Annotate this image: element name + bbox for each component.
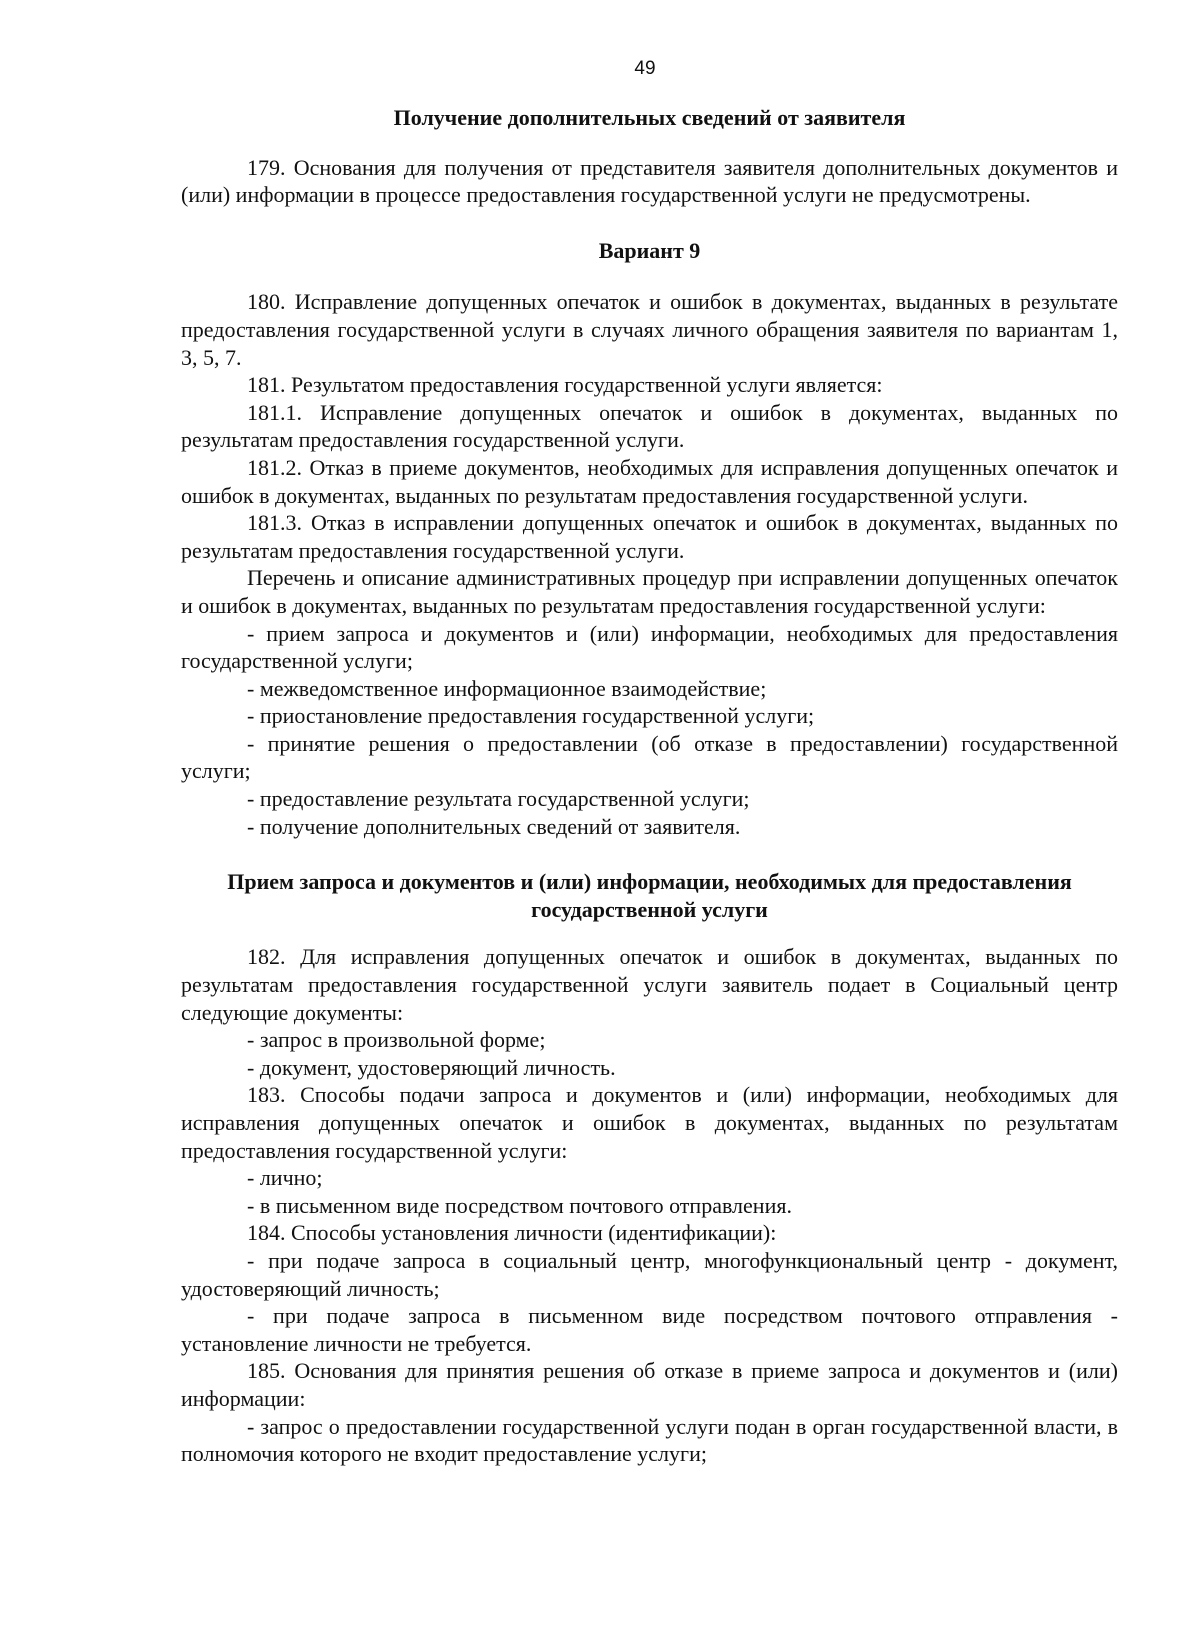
list-item-refusal-ground: - запрос о предоставлении государственной услуги подан в орган государственной власти, в полномочия которого не входит предоставление услуги; xyxy=(181,1413,1118,1467)
list-item-procedure: - приостановление предоставления государственной услуги; xyxy=(247,703,815,729)
list-item-identification: - при подаче запроса в письменном виде посредством почтового отправления - установление личности не требуется. xyxy=(181,1303,1118,1356)
section-heading-line: государственной услуги xyxy=(531,896,768,922)
list-item-procedure: - межведомственное информационное взаимодействие; xyxy=(247,675,767,701)
paragraph-181-3: 181.3. Отказ в исправлении допущенных опечаток и ошибок в документах, выданных по результатам предоставления государственной услуги. xyxy=(181,510,1118,563)
section-heading-variant-9: Вариант 9 xyxy=(598,237,701,263)
document-body xyxy=(181,104,1118,1468)
section-heading-request-reception xyxy=(181,868,1118,923)
list-item-identification: - при подаче запроса в социальный центр, многофункциональный центр - документ, удостоверяющий личность; xyxy=(181,1247,1118,1301)
paragraph-181: 181. Результатом предоставления государственной услуги является: xyxy=(247,372,883,398)
list-item-procedure: - предоставление результата государственной услуги; xyxy=(247,786,750,812)
list-item-submission-method: - лично; xyxy=(247,1165,323,1191)
paragraph-184: 184. Способы установления личности (идентификации): xyxy=(247,1220,777,1246)
paragraph-185: 185. Основания для принятия решения об отказе в приеме запроса и документов и (или) информации: xyxy=(181,1358,1118,1411)
list-item-document: - документ, удостоверяющий личность. xyxy=(247,1054,616,1080)
list-item-submission-method: - в письменном виде посредством почтового отправления. xyxy=(247,1192,792,1218)
list-item-procedure: - принятие решения о предоставлении (об отказе в предоставлении) государственной услуги; xyxy=(181,730,1118,784)
paragraph-179: 179. Основания для получения от представителя заявителя дополнительных документов и (или) информации в процессе предоставления государственной услуги не предусмотрены. xyxy=(181,154,1118,208)
paragraph-180: 180. Исправление допущенных опечаток и ошибок в документах, выданных в результате предоставления государственной услуги в случаях личного обращения заявителя по вариантам 1, 3, 5, 7. xyxy=(181,289,1118,370)
paragraph-procedures-list-intro: Перечень и описание административных процедур при исправлении допущенных опечаток и ошибок в документах, выданных по результатам предоставления государственной услуги: xyxy=(181,565,1118,618)
paragraph-182: 182. Для исправления допущенных опечаток и ошибок в документах, выданных по результатам предоставления государственной услуги заявитель подает в Социальный центр следующие документы: xyxy=(181,944,1118,1025)
list-item-document: - запрос в произвольной форме; xyxy=(247,1027,546,1053)
page-number: 49 xyxy=(634,58,656,79)
paragraph-181-1: 181.1. Исправление допущенных опечаток и ошибок в документах, выданных по результатам предоставления государственной услуги. xyxy=(181,399,1118,453)
list-item-procedure: - получение дополнительных сведений от заявителя. xyxy=(247,813,741,839)
section-heading-line: Прием запроса и документов и (или) информации, необходимых для предоставления xyxy=(227,869,1072,895)
section-heading-additional-info: Получение дополнительных сведений от заявителя xyxy=(393,105,906,130)
paragraph-183: 183. Способы подачи запроса и документов и (или) информации, необходимых для исправления допущенных опечаток и ошибок в документах, выданных по результатам предоставления государственной услуги: xyxy=(181,1082,1118,1163)
list-item-procedure: - прием запроса и документов и (или) информации, необходимых для предоставления государственной услуги; xyxy=(181,620,1118,674)
paragraph-181-2: 181.2. Отказ в приеме документов, необходимых для исправления допущенных опечаток и ошибок в документах, выданных по результатам предоставления государственной услуги. xyxy=(181,454,1118,508)
